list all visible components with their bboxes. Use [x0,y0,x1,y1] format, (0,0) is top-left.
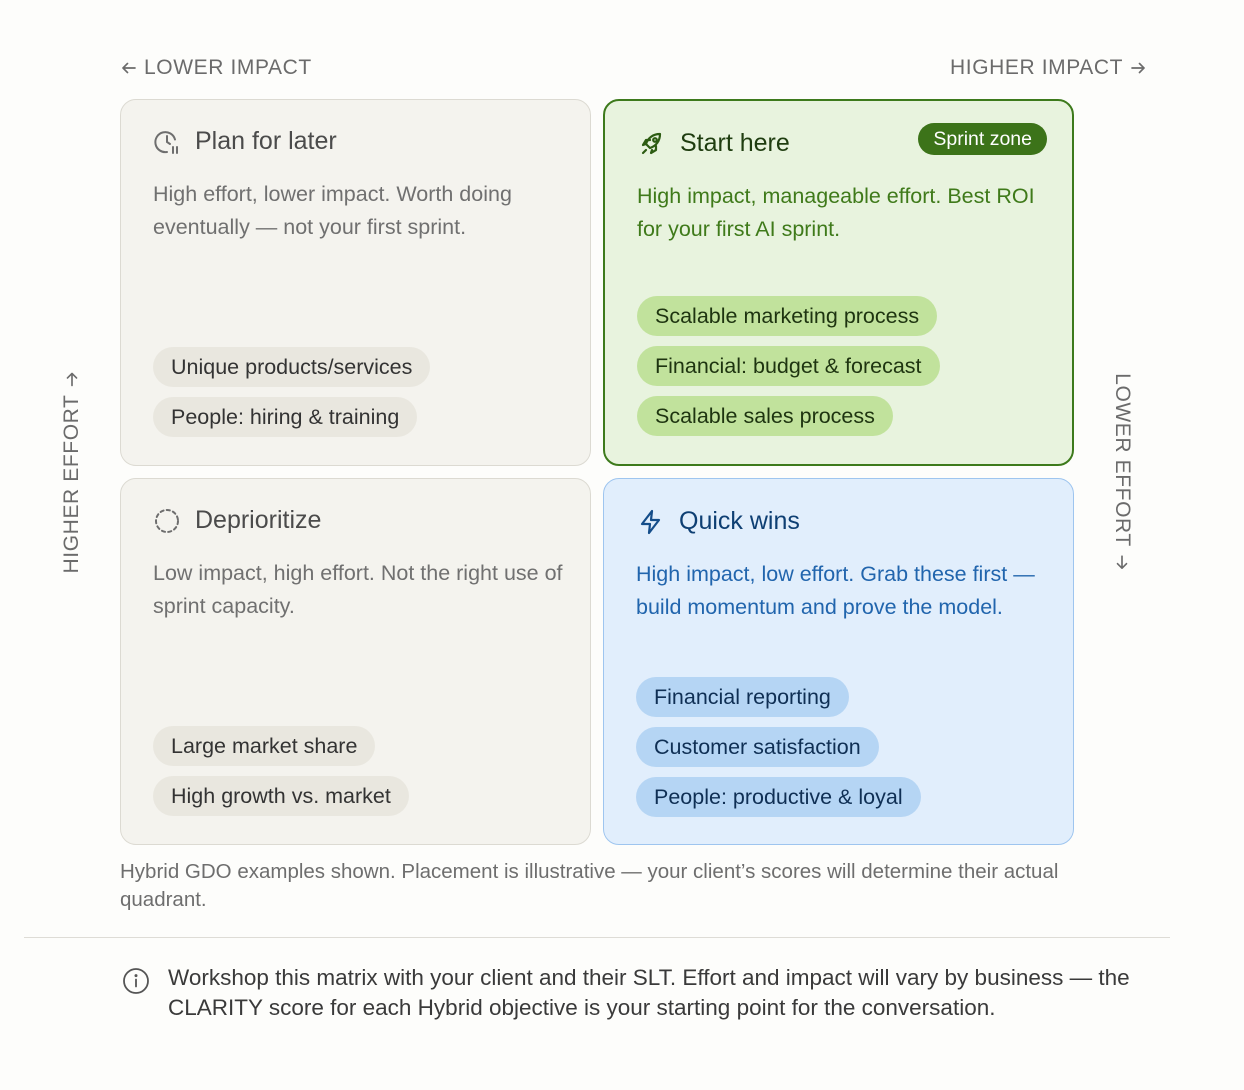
arrow-right-icon [63,371,81,389]
tag-list [637,296,940,436]
objective-tag: Financial: budget & forecast [637,346,940,386]
quadrant-start-here [603,99,1074,466]
clock-pause-icon [153,128,181,156]
objective-tag: High growth vs. market [153,776,409,816]
quadrant-plan-for-later [120,99,591,466]
quadrant-title: Plan for later [195,127,337,155]
quadrant-title: Deprioritize [195,506,322,534]
axis-higher-effort [60,371,84,574]
objective-tag: Large market share [153,726,375,766]
info-icon [122,967,150,995]
axis-higher-impact [950,56,1147,80]
quadrant-title: Quick wins [679,507,800,535]
quadrant-deprioritize [120,478,591,845]
objective-tag: Unique products/services [153,347,430,387]
objective-tag: Scalable sales process [637,396,893,436]
tag-list [636,677,921,817]
quadrant-title: Start here [680,129,790,157]
quadrant-header [637,507,800,536]
axis-lower-effort [1110,373,1134,571]
quadrant-header [638,129,790,158]
quadrant-header [153,127,337,156]
axis-lower-impact-label: LOWER IMPACT [144,56,312,79]
divider [24,937,1170,938]
objective-tag: Scalable marketing process [637,296,937,336]
axis-higher-effort-label: HIGHER EFFORT [60,394,83,574]
quadrant-quick-wins [603,478,1074,845]
arrow-right-icon [1129,59,1147,77]
sprint-zone-badge: Sprint zone [918,123,1047,155]
objective-tag: Financial reporting [636,677,849,717]
objective-tag: People: hiring & training [153,397,417,437]
quadrant-header [153,506,321,535]
dashed-circle-icon [153,507,181,535]
objective-tag: People: productive & loyal [636,777,921,817]
quadrant-description: High impact, low effort. Grab these first — build momentum and prove the model. [636,562,1035,619]
rocket-icon [638,130,666,158]
footnote: Hybrid GDO examples shown. Placement is illustrative — your client’s scores will determine their actual quadrant. [120,860,1059,911]
arrow-right-icon [1113,553,1131,571]
quadrant-description: Low impact, high effort. Not the right use of sprint capacity. [153,561,563,618]
axis-lower-effort-label: LOWER EFFORT [1111,373,1134,547]
quadrant-description: High effort, lower impact. Worth doing eventually — not your first sprint. [153,182,512,239]
objective-tag: Customer satisfaction [636,727,879,767]
tag-list [153,347,430,437]
arrow-left-icon [120,59,138,77]
quadrant-description: High impact, manageable effort. Best ROI for your first AI sprint. [637,184,1035,241]
lightning-icon [637,508,665,536]
axis-higher-impact-label: HIGHER IMPACT [950,56,1124,79]
workshop-note: Workshop this matrix with your client and their SLT. Effort and impact will vary by business — the CLARITY score for each Hybrid objective is your starting point for the conversation. [168,965,1130,1020]
axis-lower-impact [120,56,312,80]
tag-list [153,726,409,816]
